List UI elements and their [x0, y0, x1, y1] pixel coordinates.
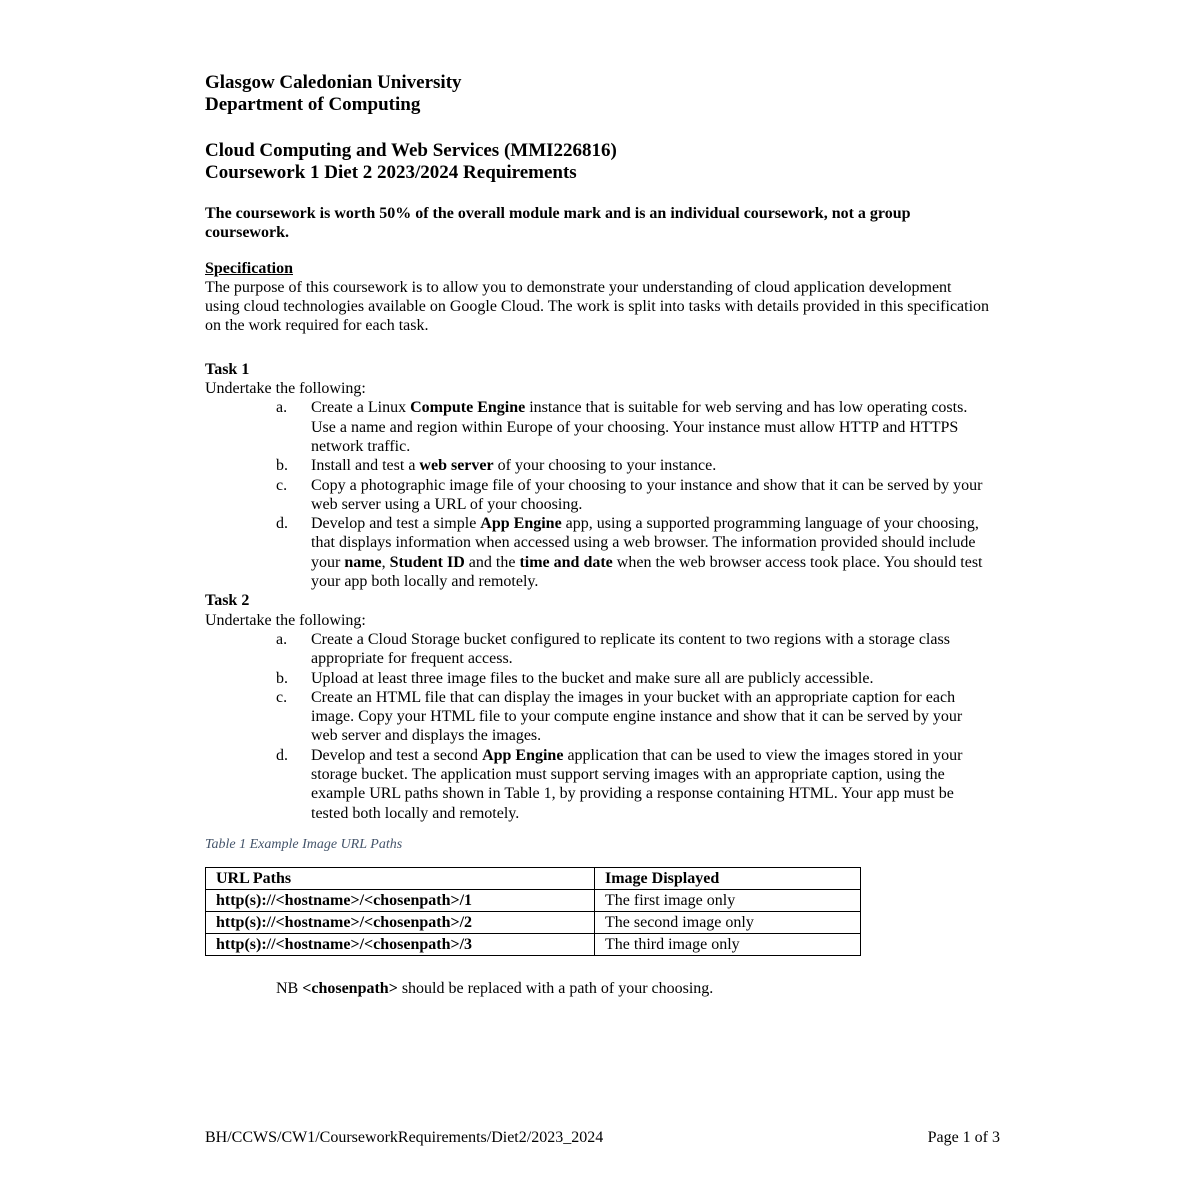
list-item: d. Develop and test a simple App Engine app, using a supported programming language of your choosing, that displays information when accessed using a web browser. The information provided should include your name, Student ID and the time and date when the web browser access took place. You should test your app both locally and remotely. [276, 515, 983, 591]
table-cell-url: http(s)://<hostname>/<chosenpath>/2 [206, 911, 595, 933]
list-item: c. Copy a photographic image file of your choosing to your instance and show that it can be served by your web server using a URL of your choosing. [276, 476, 983, 513]
specification-text: The purpose of this coursework is to allow you to demonstrate your understanding of cloud application development using cloud technologies available on Google Cloud. The work is split into tasks with details provided in this specification on the work required for each task. [205, 278, 990, 335]
url-paths-table [205, 867, 861, 956]
task2-heading: Task 2 [205, 592, 250, 610]
coursework-title: Coursework 1 Diet 2 2023/2024 Requirements [205, 162, 577, 183]
table-header-row [206, 867, 861, 889]
table-cell-image: The second image only [595, 911, 861, 933]
table-header-image: Image Displayed [595, 867, 861, 889]
page-footer [205, 1128, 1000, 1148]
table-header-url: URL Paths [206, 867, 595, 889]
table-caption: Table 1 Example Image URL Paths [205, 836, 403, 852]
footer-reference: BH/CCWS/CW1/CourseworkRequirements/Diet2/2023_2024 [205, 1129, 604, 1146]
table-cell-image: The third image only [595, 933, 861, 955]
module-title: Cloud Computing and Web Services (MMI226816) [205, 140, 617, 161]
table-cell-url: http(s)://<hostname>/<chosenpath>/1 [206, 889, 595, 911]
intro-statement: The coursework is worth 50% of the overall module mark and is an individual coursework, not a group coursework. [205, 205, 911, 242]
table-row [206, 933, 861, 955]
table-note: NB <chosenpath> should be replaced with a path of your choosing. [276, 979, 714, 997]
page-number: Page 1 of 3 [927, 1129, 1000, 1146]
list-item: b. Install and test a web server of your choosing to your instance. [276, 457, 717, 475]
specification-heading: Specification [205, 259, 293, 277]
table-cell-image: The first image only [595, 889, 861, 911]
task1-list [205, 398, 989, 591]
list-item: d. Develop and test a second App Engine application that can be used to view the images stored in your storage bucket. The application must support serving images with an appropriate caption, using the example URL paths shown in Table 1, by providing a response containing HTML. Your app must be tested both locally and remotely. [276, 746, 963, 822]
list-item: a. Create a Linux Compute Engine instance that is suitable for web serving and has low operating costs. Use a name and region within Europe of your choosing. Your instance must allow HTTP and HTTPS network traffic. [276, 399, 968, 455]
task1-lead: Undertake the following: [205, 380, 366, 398]
task1-heading: Task 1 [205, 360, 250, 378]
task2-lead: Undertake the following: [205, 611, 366, 629]
department-name: Department of Computing [205, 94, 421, 115]
table-row [206, 911, 861, 933]
list-item: b. Upload at least three image files to the bucket and make sure all are publicly accessible. [276, 669, 874, 687]
university-name: Glasgow Caledonian University [205, 72, 462, 93]
document-page [205, 70, 1005, 998]
table-cell-url: http(s)://<hostname>/<chosenpath>/3 [206, 933, 595, 955]
table-row [206, 889, 861, 911]
list-item: a. Create a Cloud Storage bucket configured to replicate its content to two regions with a storage class appropriate for frequent access. [276, 630, 950, 668]
task2-list [205, 630, 989, 823]
list-item: c. Create an HTML file that can display the images in your bucket with an appropriate caption for each image. Copy your HTML file to your compute engine instance and show that it can be served by your web server and displays the images. [276, 688, 963, 745]
